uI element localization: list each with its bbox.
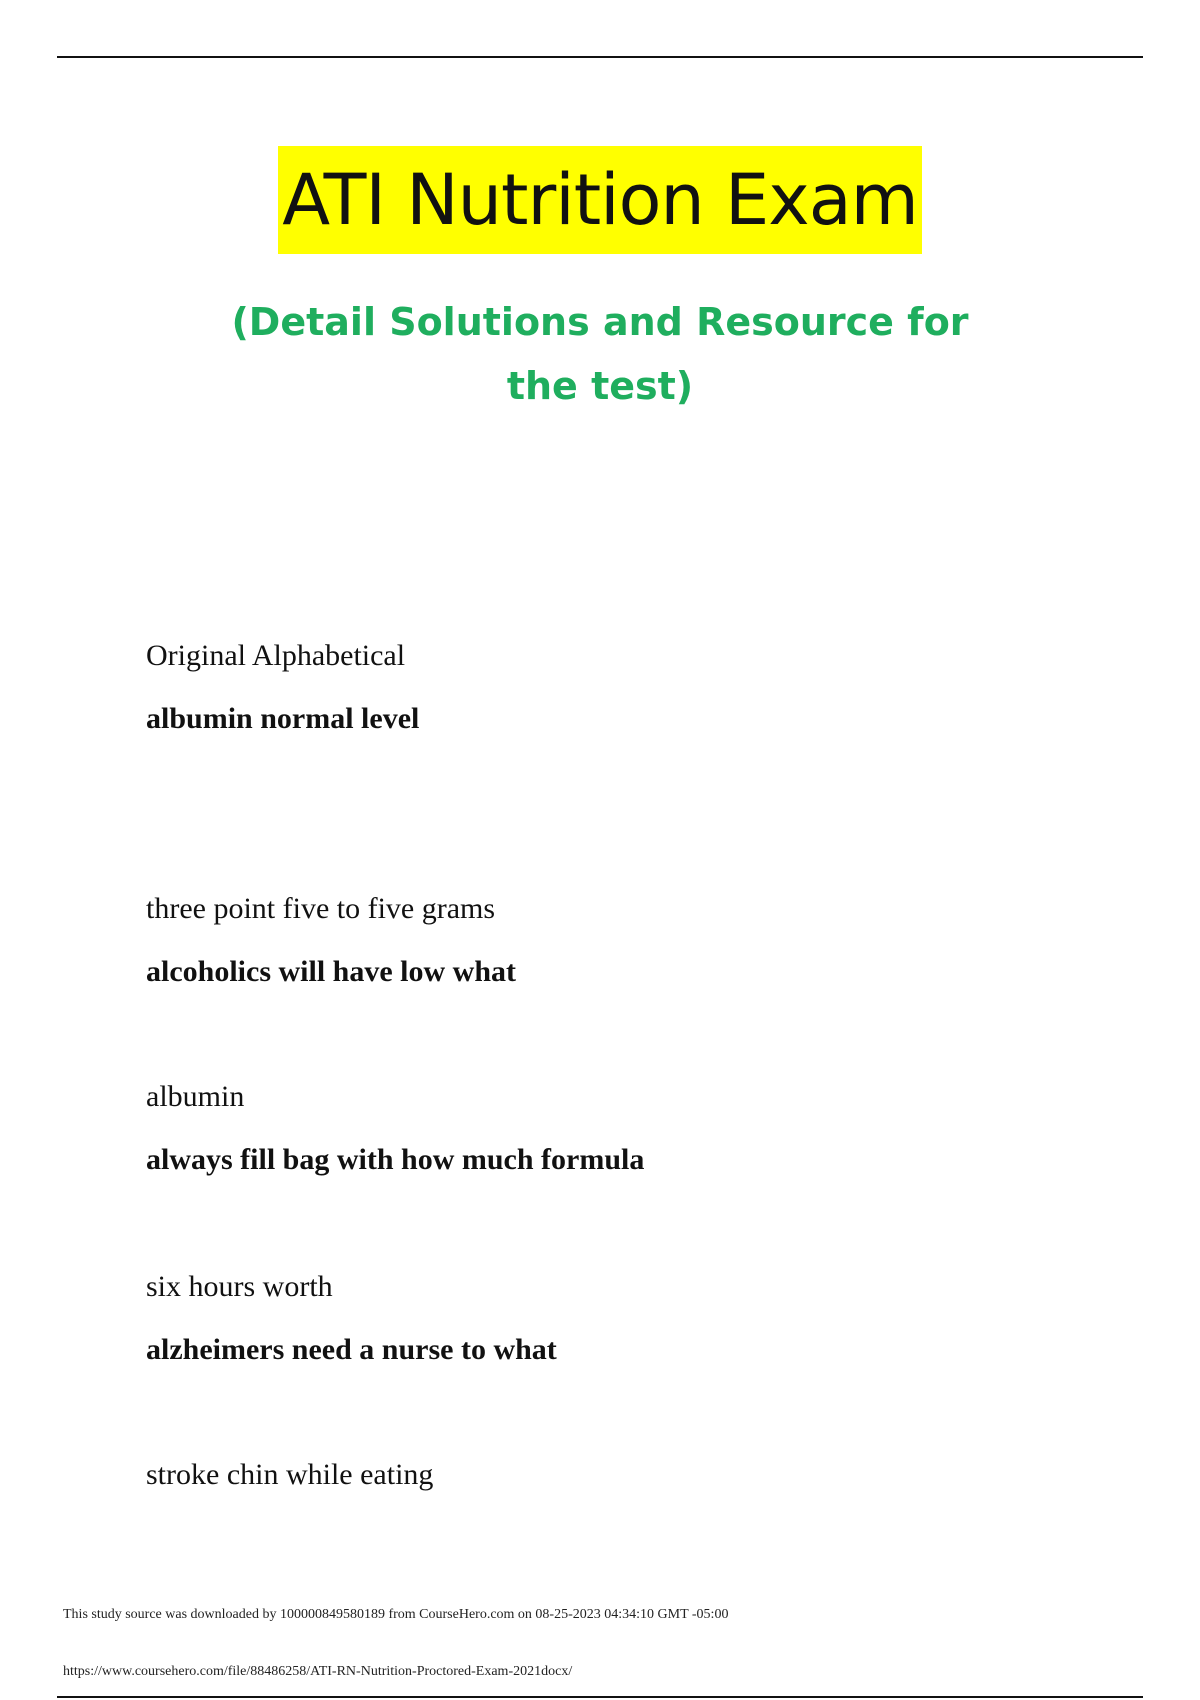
card-term: alcoholics will have low what	[146, 955, 517, 988]
bottom-rule	[57, 1696, 1143, 1698]
card-answer: albumin	[146, 1080, 245, 1113]
card-term: alzheimers need a nurse to what	[146, 1333, 557, 1366]
document-title: ATI Nutrition Exam	[278, 146, 922, 254]
card-answer: three point five to five grams	[146, 892, 496, 925]
intro-text: Original Alphabetical	[146, 639, 406, 672]
download-notice: This study source was downloaded by 100000849580189 from CourseHero.com on 08-25-2023 04:34:10 GMT -05:00	[63, 1607, 729, 1622]
card-term: always fill bag with how much formula	[146, 1143, 645, 1176]
title-block	[0, 146, 1200, 254]
card-answer: stroke chin while eating	[146, 1458, 434, 1491]
document-subtitle: (Detail Solutions and Resource for the test)	[231, 300, 969, 408]
source-url[interactable]: https://www.coursehero.com/file/88486258/ATI-RN-Nutrition-Proctored-Exam-2021docx/	[63, 1664, 573, 1679]
card-term: albumin normal level	[146, 702, 420, 735]
top-rule	[57, 56, 1143, 58]
card-answer: six hours worth	[146, 1270, 333, 1303]
